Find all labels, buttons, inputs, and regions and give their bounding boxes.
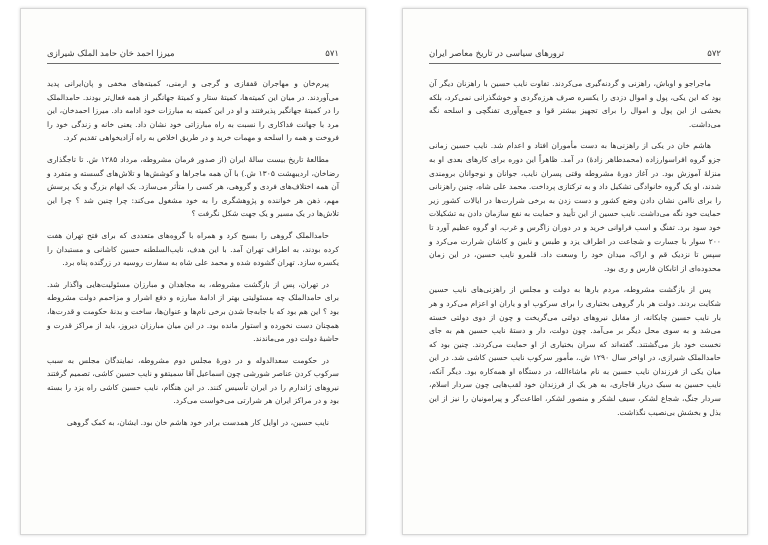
right-page-header <box>429 49 721 64</box>
left-running-title: میرزا احمد خان حامد الملک شیرازی <box>47 49 175 59</box>
right-book-page <box>402 8 748 535</box>
paragraph: پس از بازگشت مشروطه، مردم بارها به دولت و مجلس از راهزنی‌های نایب حسین شکایت بردند. دولت هر بار گروهی بختیاری را برای سرکوب او و یاران او اعزام می‌کرد و هر بار نایب حسین چابکانه، از مقابل نیروهای دولتی می‌گریخت و چون از دوی دولتی خسته می‌شد و به سوی محل دیگر بر می‌آمد. چون دولت، دار و دستهٔ نایب حسین هم به جای نخست خود باز می‌گشتند. گفته‌اند که سران بختیاری از او حمایت می‌کردند. چنین بود که حامدالملک شیرازی، در اواخر سال ۱۲۹۰ ش.، مأمور سرکوب نایب حسین کاشی شد. در این میان یکی از فرزندان نایب حسین به نام ماشاءالله، در دستگاه او همه‌کاره بود. دیگر آنکه، نایب حسین به سبک دربار قاجاری، به هر یک از فرزندان خود لقب‌هایی چون سردار اسلام، سردار جنگ، شجاع لشکر، سیف لشکر و منصور لشکر، اطاعت‌گر و پیرامونیان را نیز از این بذل و بخشش بی‌نصیب نگذاشت. <box>429 285 721 417</box>
right-page-body <box>429 77 721 506</box>
right-page-number: ۵۷۲ <box>707 49 721 59</box>
paragraph: در تهران، پس از بازگشت مشروطه، به مجاهدان و مبارزان مسئولیت‌هایی واگذار شد. برای حامدالملک چه مسئولیتی بهتر از ادامهٔ مبارزه و دفع اشرار و مزاحمم دولت مشروطه بود ؟ این هم بود که با جابه‌جا شدن برخی نام‌ها و عنوان‌ها، ساخت و بدنهٔ حکومت و قدرت‌ها، همچنان دست نخورده و استوار مانده بود. در این میان مبارزان دیروز، باید از مراکز قدرت و حاشیهٔ دولت دور می‌ماندند. <box>47 279 339 344</box>
left-page-number: ۵۷۱ <box>325 49 339 59</box>
paragraph: ماجراجو و اوباش، راهزنی و گردنه‌گیری می‌کردند. تفاوت نایب حسین با راهزنان دیگر آن بود که این یکی، پول و اموال دزدی را یکسره صرف هرزه‌گردی و خوشگذرانی نمی‌کرد، بلکه بخشی از این پول و اموال را برای تجهیز بیشتر قوا و جمع‌آوری تفنگچی و اسلحه نگه می‌داشت. <box>429 79 721 129</box>
paragraph: مطالعهٔ تاریخ بیست سالهٔ ایران (از صدور فرمان مشروطه، مرداد ۱۲۸۵ ش. تا تاجگذاری رضاخان، اردیبهشت ۱۳۰۵ ش.) با آن همه ماجراها و کوشش‌ها و تلاش‌های گسسته و متفرد و آن همه اختلاف‌های فردی و گروهی، هر کسی را متأثر می‌سازد. یک ابهام بزرگ و یک پرسش مهم، ذهن هر خواننده و پژوهشگری را به خود مشغول می‌کند: چرا چنین شد ؟ چرا این تلاش‌ها در یک مسیر و یک جهت شکل نگرفت ؟ <box>47 154 340 219</box>
paragraph: حامدالملک گروهی را بسیج کرد و همراه با گروه‌های متعددی که برای فتح تهران هفت کرده بودند، به اطراف تهران آمد. با این هدف، نایب‌السلطنه حسین کاشانی و مستبدان را یکسره سازد. تهران گشوده شده و محمد علی شاه به سفارت روسیه در زرگنده پناه برد. <box>47 230 339 268</box>
left-page-body <box>47 77 339 506</box>
paragraph: در حکومت سعدالدوله و در دورهٔ مجلس دوم مشروطه، نمایندگان مجلس به سبب سرکوب کردن عناصر شورشی چون اسماعیل آقا سمیتقو و نایب حسین کاشی، تصمیم گرفتند نیروهای ژاندارم را در ایران تأسیس کنند. در این هنگام، نایب حسین کاشی راه یزد را بسته بود و در مراکز ایران هر شرارتی می‌خواست می‌کرد. <box>47 355 339 406</box>
paragraph: نایب حسین، در اوایل کار همدست برادر خود هاشم خان بود. ایشان، به کمک گروهی <box>66 418 329 428</box>
paragraph: هاشم خان در یکی از راهزنی‌ها به دست مأموران افتاد و اعدام شد. نایب حسین زمانی جزو گروه افراسوارزاده (محمدطاهر زادهٔ) در آمد. ظاهراً این دوره برای کارهای بعدی او به منزلهٔ آموزش بود. در آغاز دورهٔ مشروطه وقتی پسران نایب، جوانان و نوجوانان برومندی شدند، او یک گروه خانوادگی تشکیل داد و به ترکتازی پرداخت. محمد علی شاه، چنین راهزنانی را برای ناامن نشان دادن وضع کشور و دست زدن به برخی شرارت‌ها در ایالات کشور زیر حمایت خود نگه می‌داشت. نایب حسین از این تأیید و حمایت به نفع سازمان دادن به تشکیلات خود سود برد. تفنگ و اسب فراوانی خرید و در دوران زاگرس و غرب، او گروه عظیم آورد تا ۲۰۰ سوار با جسارت و شجاعت در اطراف یزد و طبس و نایین و کاشان شرارت می‌کرد و سپس تا نزدیک قم و اراک، میدان خود را وسعت داد. قلمرو نایب حسین، در این زمان محدوده‌ای از اتابکان فارس و ری بود. <box>429 141 721 273</box>
left-page-header <box>47 49 339 64</box>
left-book-page <box>20 8 366 535</box>
right-running-title: ترورهای سیاسی در تاریخ معاصر ایران <box>429 49 564 59</box>
paragraph: پیرم‌خان و مهاجران قفقازی و گرجی و ارمنی، کمیته‌های مخفی و پان‌ایرانی پدید می‌آوردند. در میان این کمیته‌ها، کمیتهٔ ستار و کمیتهٔ جهانگیر از همه فعال‌تر بودند. حامدالملک را در کمیتهٔ جهانگیر پذیرفتند و او در این کمیته به مبارزات خود ادامه داد. میرزا احمدخان، این مرد با جهانت فداکاری را نسبت به راه مبارزاتی خود نشان داد. یعنی خانه و زندگی خود را فروخت و همه را اسلحه و مهمات خرید و در طریق اخلاص به راه آزادیخواهی تقدیم کرد. <box>47 79 339 143</box>
